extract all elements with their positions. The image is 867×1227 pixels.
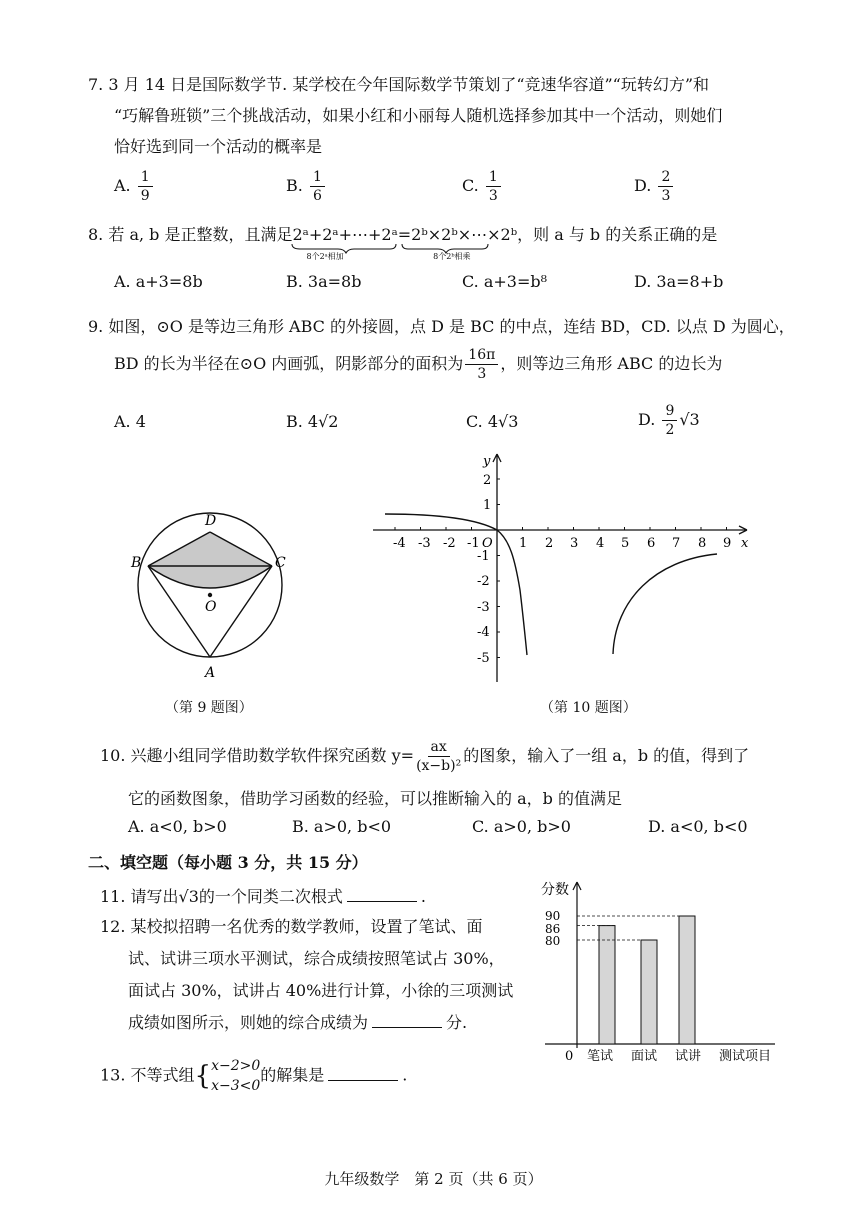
q8-option-d: D. 3a=8+b bbox=[634, 272, 724, 291]
y-tick-label: -4 bbox=[477, 625, 490, 640]
figure-9-caption: （第 9 题图） bbox=[165, 700, 253, 716]
chart-y-label: 分数 bbox=[541, 882, 569, 898]
figure-10-caption: （第 10 题图） bbox=[540, 700, 637, 716]
q7-option-c: C. $\frac{1}{3}$ bbox=[462, 168, 503, 205]
q7-line1: 7. 3 月 14 日是国际数学节. 某学校在今年国际数学节策划了“竞速华容道”“玩转幻方”和 bbox=[88, 75, 710, 94]
bar-面试 bbox=[641, 940, 657, 1044]
chart-y-tick: 86 bbox=[545, 922, 561, 936]
center-o-dot bbox=[208, 593, 212, 597]
q8-option-b: B. 3a=8b bbox=[286, 272, 362, 291]
q8-option-a: A. a+3=8b bbox=[114, 272, 203, 291]
q10-option-b: B. a>0, b<0 bbox=[292, 817, 392, 836]
y-tick-label: 1 bbox=[483, 498, 492, 513]
x-tick-label: 4 bbox=[596, 536, 605, 551]
origin-label: O bbox=[482, 536, 493, 551]
q10-line2: 它的函数图象，借助学习函数的经验，可以推断输入的 a，b 的值满足 bbox=[128, 789, 622, 808]
figure-10 bbox=[365, 450, 765, 685]
curve-left-branch bbox=[385, 514, 527, 655]
q7-option-b: B. $\frac{1}{6}$ bbox=[286, 168, 327, 205]
x-tick-label: 8 bbox=[698, 536, 707, 551]
chart-y-tick: 80 bbox=[545, 934, 561, 948]
y-tick-label: -1 bbox=[477, 549, 490, 564]
q8-option-c: C. a+3=b⁸ bbox=[462, 272, 548, 291]
q12-line2: 试、试讲三项水平测试，综合成绩按照笔试占 30%， bbox=[128, 949, 505, 968]
x-tick-label: 3 bbox=[570, 536, 579, 551]
y-axis-label: y bbox=[483, 454, 491, 469]
x-tick-label: -2 bbox=[443, 536, 456, 551]
chart-category-label: 笔试 bbox=[587, 1049, 614, 1064]
x-tick-label: 6 bbox=[647, 536, 656, 551]
chart-origin-label: 0 bbox=[565, 1049, 574, 1064]
q7-option-d: D. $\frac{2}{3}$ bbox=[634, 168, 675, 205]
chart-category-label: 试讲 bbox=[675, 1049, 702, 1064]
bar-笔试 bbox=[599, 926, 615, 1044]
curve-right-branch bbox=[613, 554, 717, 654]
x-tick-label: 2 bbox=[545, 536, 554, 551]
x-tick-label: -1 bbox=[467, 536, 480, 551]
y-tick-label: -2 bbox=[477, 574, 490, 589]
x-tick-label: 9 bbox=[723, 536, 732, 551]
q12-line3: 面试占 30%，试讲占 40%进行计算，小徐的三项测试 bbox=[128, 981, 514, 1000]
y-tick-label: -5 bbox=[477, 651, 490, 666]
q8-rhs-note: 8个2ᵇ相乘 bbox=[433, 252, 471, 261]
q12-answer-blank[interactable] bbox=[372, 1013, 442, 1028]
q13-brace: { bbox=[194, 1061, 212, 1091]
q9-option-c: C. 4√3 bbox=[466, 412, 519, 431]
q8-lhs-note: 8个2ᵃ相加 bbox=[306, 252, 344, 261]
q12-bar-chart bbox=[535, 878, 795, 1068]
q10-option-a: A. a<0, b>0 bbox=[128, 817, 227, 836]
q13-answer-blank[interactable] bbox=[328, 1066, 398, 1081]
bar-试讲 bbox=[679, 916, 695, 1044]
q12-line1: 12. 某校拟招聘一名优秀的数学教师，设置了笔试、面 bbox=[100, 917, 483, 936]
y-tick-label: -3 bbox=[477, 600, 490, 615]
x-tick-label: 7 bbox=[672, 536, 681, 551]
q13-ineq2: x−3<0 bbox=[211, 1078, 261, 1094]
x-axis-label: x bbox=[741, 536, 749, 551]
q7-option-a: A. $\frac{1}{9}$ bbox=[114, 168, 155, 205]
q7-line2: “巧解鲁班锁”三个挑战活动，如果小红和小丽每人随机选择参加其中一个活动，则她们 bbox=[114, 106, 723, 125]
q9-line2: BD 的长为半径在⊙O 内画弧，阴影部分的面积为 $\frac{16\pi}{3}$ ，则等边三角形 ABC 的边长为 bbox=[114, 347, 723, 382]
q9-option-b: B. 4√2 bbox=[286, 412, 339, 431]
chart-y-tick: 90 bbox=[545, 909, 561, 923]
chart-category-label: 面试 bbox=[631, 1049, 658, 1064]
x-tick-label: -4 bbox=[393, 536, 406, 551]
q10-option-c: C. a>0, b>0 bbox=[472, 817, 571, 836]
q7-line3: 恰好选到同一个活动的概率是 bbox=[114, 137, 323, 156]
q8-line: 8. 若 a, b 是正整数，且满足2ᵃ+2ᵃ+⋯+2ᵃ 8个2ᵃ相加 =2ᵇ×2ᵇ×⋯×2ᵇ 8个2ᵇ相乘 ，则 a 与 b 的关系正确的是 bbox=[88, 225, 718, 261]
chart-x-label: 测试项目 bbox=[719, 1049, 772, 1064]
label-a: A bbox=[205, 665, 216, 681]
q8-braces bbox=[290, 242, 490, 254]
section-2-title: 二、填空题（每小题 3 分，共 15 分） bbox=[88, 853, 368, 872]
q9-line1: 9. 如图，⊙O 是等边三角形 ABC 的外接圆，点 D 是 BC 的中点，连结 BD，CD. 以点 D 为圆心， bbox=[88, 317, 795, 336]
q9-option-d: D. $\frac{9}{2}$ √3 bbox=[638, 403, 700, 438]
q11-line: 11. 请写出√3的一个同类二次根式 . bbox=[100, 887, 427, 906]
q10-option-d: D. a<0, b<0 bbox=[648, 817, 748, 836]
figure-9 bbox=[125, 505, 295, 685]
x-tick-label: 5 bbox=[621, 536, 630, 551]
label-o: O bbox=[205, 599, 217, 615]
q8-rhs: 2ᵇ×2ᵇ×⋯×2ᵇ bbox=[411, 225, 518, 244]
label-b: B bbox=[131, 555, 142, 571]
q13-line: 13. 不等式组{ x−2>0 x−3<0 的解集是 . bbox=[100, 1058, 408, 1094]
y-tick-label: 2 bbox=[483, 473, 492, 488]
x-tick-label: 1 bbox=[519, 536, 528, 551]
q10-line1: 10. 兴趣小组同学借助数学软件探究函数 y= $\frac{ax}{\text{(x−b)²}}$ 的图象，输入了一组 a，b 的值，得到了 bbox=[100, 739, 750, 774]
x-tick-label: -3 bbox=[418, 536, 431, 551]
q13-ineq1: x−2>0 bbox=[211, 1058, 261, 1074]
q12-line4: 成绩如图所示，则她的综合成绩为 分. bbox=[128, 1013, 468, 1032]
q11-answer-blank[interactable] bbox=[347, 887, 417, 902]
label-c: C bbox=[275, 555, 286, 571]
shaded-region bbox=[148, 532, 272, 588]
q9-option-a: A. 4 bbox=[114, 412, 146, 431]
q8-lhs: 2ᵃ+2ᵃ+⋯+2ᵃ bbox=[292, 225, 398, 244]
page-footer: 九年级数学 第 2 页（共 6 页） bbox=[324, 1170, 543, 1188]
label-d: D bbox=[205, 513, 217, 529]
